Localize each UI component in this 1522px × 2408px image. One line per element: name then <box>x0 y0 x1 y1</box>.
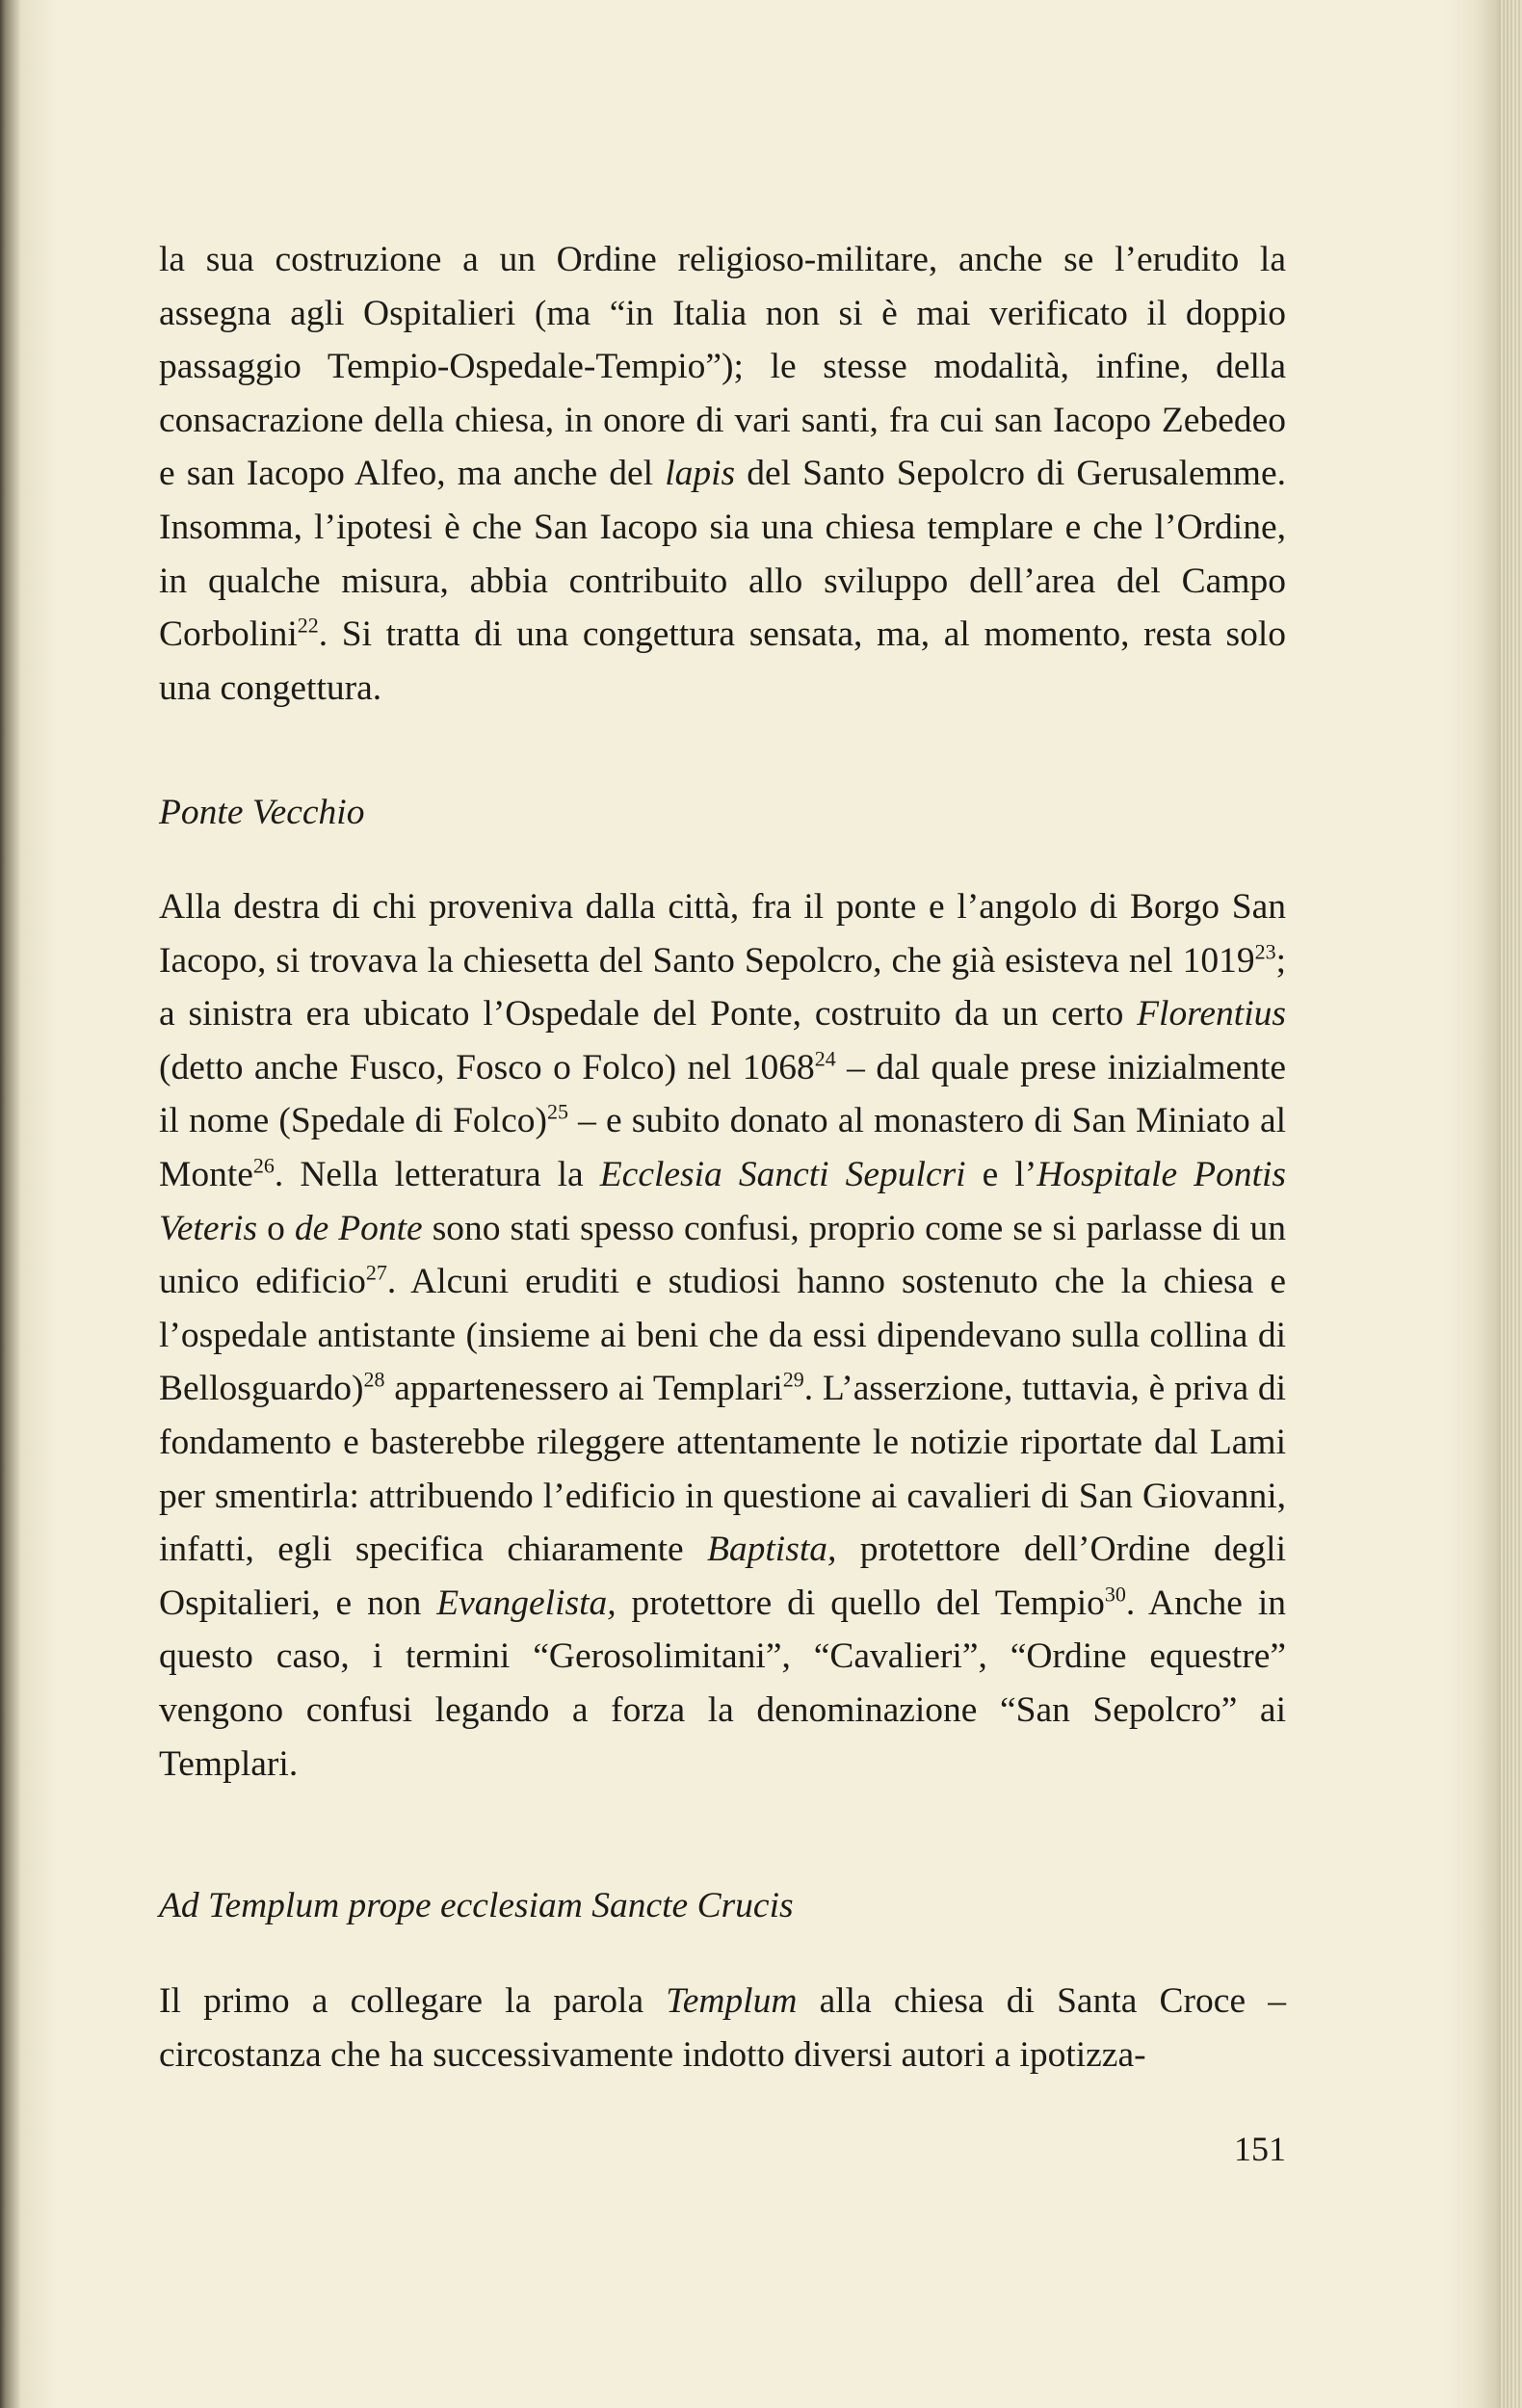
footnote-ref: 24 <box>814 1046 836 1071</box>
section-heading-ad-templum: Ad Templum prope ecclesiam Sancte Crucis <box>159 1886 794 1925</box>
paragraph-2 <box>159 880 1286 1791</box>
text-run: Alla destra di chi proveniva dalla città, fra il ponte e l’angolo di Borgo San Iacopo, si trovava la chiesetta del Santo Sepolcro, che già esisteva nel 1019 <box>159 887 1286 981</box>
text-run: e l’ <box>965 1154 1037 1194</box>
text-run: ; a sinistra era ubicato l’Ospedale del Ponte, costruito da un certo <box>159 940 1286 1034</box>
text-run: . L’asserzione, tuttavia, è priva di fondamento e basterebbe rileggere attentamente le notizie riportate dal Lami per smentirla: attribuendo l’edificio in questione ai cavalieri di San Giovanni, infatti, egli specifica chiaramente <box>159 1369 1287 1570</box>
footnote-ref: 29 <box>782 1367 804 1392</box>
text-run: . Anche in questo caso, i termini “Gerosolimitani”, “Cavalieri”, “Ordine equestre” vengono confusi legando a forza la denominazione “San Sepolcro” ai Templari. <box>159 1583 1286 1784</box>
text-run: protettore di quello del Tempio <box>616 1583 1105 1623</box>
text-run: alla chiesa di Santa Croce – circostanza che ha successivamente indotto diversi autori a ipotizza- <box>159 1981 1286 2075</box>
italic-term: Hospitale Pontis Veteris <box>159 1154 1286 1248</box>
italic-term: Florentius <box>1137 994 1286 1034</box>
footnote-ref: 27 <box>365 1260 387 1285</box>
text-run: (detto anche Fusco, Fosco o Folco) nel 1068 <box>159 1047 815 1087</box>
footnote-ref: 30 <box>1104 1582 1126 1607</box>
footnote-ref: 22 <box>297 613 319 638</box>
italic-term: Templum <box>666 1981 798 2021</box>
text-run: o <box>257 1208 295 1248</box>
text-run: la sua costruzione a un Ordine religioso-militare, anche se l’erudito la assegna agli Ospitalieri (ma “in Italia non si è mai verificato il doppio passaggio Tempio-Ospedale-Tempio”); le stesse modalità, infine, della consacrazione della chiesa, in onore di vari santi, fra cui san Iacopo Zebedeo e san Iacopo Alfeo, ma anche del <box>159 240 1286 494</box>
text-run: protettore dell’Ordine degli Ospitalieri, e non <box>159 1530 1286 1623</box>
italic-term: de Ponte <box>294 1208 423 1248</box>
italic-term: Evangelista, <box>436 1583 617 1623</box>
page-edges <box>1501 0 1522 2408</box>
text-run: appartenessero ai Templari <box>384 1369 783 1409</box>
italic-term: Baptista, <box>706 1530 837 1570</box>
text-run: Il primo a collegare la parola <box>159 1981 667 2021</box>
text-run: . Si tratta di una congettura sensata, ma, al momento, resta solo una congettura. <box>159 615 1286 708</box>
text-run: del Santo Sepolcro di Gerusalemme. Insomma, l’ipotesi è che San Iacopo sia una chiesa templare e che l’Ordine, in qualche misura, abbia contribuito allo sviluppo dell’area del Campo Corbolini <box>159 454 1287 655</box>
text-run: – dal quale prese inizialmente il nome (Spedale di Folco) <box>159 1047 1287 1141</box>
text-run: . Alcuni eruditi e studiosi hanno sostenuto che la chiesa e l’ospedale antistante (insieme ai beni che da essi dipendevano sulla collina di Bellosguardo) <box>159 1262 1286 1409</box>
footnote-ref: 28 <box>363 1367 385 1392</box>
text-run: . Nella letteratura la <box>274 1154 600 1194</box>
italic-term: Ecclesia Sancti Sepulcri <box>599 1154 966 1194</box>
paragraph-3 <box>159 1975 1286 2081</box>
text-run: sono stati spesso confusi, proprio come se si parlasse di un unico edificio <box>159 1208 1287 1302</box>
section-heading-ponte-vecchio: Ponte Vecchio <box>159 793 365 832</box>
footnote-ref: 26 <box>252 1153 275 1178</box>
paragraph-1 <box>159 233 1286 715</box>
page-number: 151 <box>1234 2130 1286 2168</box>
footnote-ref: 25 <box>546 1099 568 1124</box>
italic-term: lapis <box>665 454 736 494</box>
footnote-ref: 23 <box>1254 939 1276 964</box>
text-run: – e subito donato al monastero di San Miniato al Monte <box>159 1101 1287 1194</box>
